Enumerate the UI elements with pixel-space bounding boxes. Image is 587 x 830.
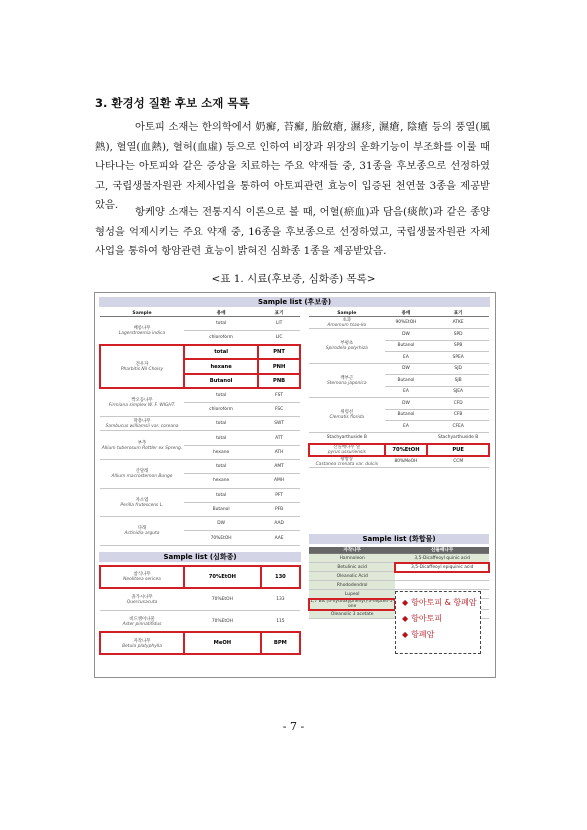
code-cell: CFEA bbox=[427, 421, 489, 433]
sample-name: 자작나무 bbox=[133, 638, 151, 644]
table-row bbox=[309, 456, 489, 468]
solvent-cell: 70%EtOH bbox=[184, 588, 261, 610]
sample-latin: Betula platyphylla bbox=[122, 643, 162, 649]
code-cell: PFT bbox=[258, 488, 300, 502]
table-row bbox=[309, 432, 489, 444]
code-cell: SPEA bbox=[427, 352, 489, 364]
solvent-cell: chloroform bbox=[184, 402, 258, 416]
solvent-cell: hexane bbox=[184, 474, 258, 488]
sample-name: 참식나무 bbox=[133, 572, 151, 578]
sample-latin: Actinidia arguta bbox=[124, 531, 160, 537]
legend-item: ◆ 항아토피 & 항폐암 bbox=[402, 598, 477, 607]
table-row bbox=[100, 459, 300, 473]
legend-item: ◆ 항아토피 bbox=[402, 614, 443, 623]
sample-cell bbox=[100, 459, 184, 488]
solvent-cell: 70%EtOH bbox=[184, 566, 261, 588]
solvent-cell bbox=[385, 432, 428, 444]
code-cell: FST bbox=[258, 388, 300, 402]
solvent-cell: total bbox=[184, 431, 258, 445]
sample-latin: Sambucus williamsii var. coreana bbox=[105, 424, 179, 430]
table-row bbox=[309, 363, 489, 375]
solvent-cell: DW bbox=[385, 329, 428, 341]
sample-latin: Quercusacuta bbox=[126, 599, 158, 605]
solvent-cell: total bbox=[184, 317, 258, 331]
sample-name: 짝오동나무 bbox=[131, 397, 153, 403]
code-cell: 133 bbox=[261, 588, 300, 610]
table-row bbox=[309, 444, 489, 456]
solvent-cell: EA bbox=[385, 352, 428, 364]
solvent-cell: total bbox=[184, 417, 258, 431]
sample-cell bbox=[100, 317, 184, 346]
table-row bbox=[309, 317, 489, 329]
sample-latin: Amomum tsao-ko bbox=[327, 323, 367, 328]
sample-cell bbox=[309, 363, 385, 398]
solvent-cell: EA bbox=[385, 421, 428, 433]
code-cell: 115 bbox=[261, 610, 300, 632]
compound-row bbox=[309, 554, 489, 563]
sample-cell bbox=[100, 488, 184, 517]
compound-cell: Hamnoleon bbox=[309, 554, 395, 563]
code-cell: Stachyarthuside B bbox=[427, 432, 489, 444]
table-row bbox=[100, 431, 300, 445]
sample-latin: Perilla frutescens L. bbox=[120, 502, 164, 508]
code-cell: CFD bbox=[427, 398, 489, 410]
sample-name: 다래 bbox=[137, 526, 147, 532]
solvent-cell: DW bbox=[385, 363, 428, 375]
sample-cell bbox=[309, 444, 385, 456]
compound-title: Sample list (화합물) bbox=[309, 534, 489, 544]
sample-name: 산돌배나무 잎 bbox=[333, 445, 361, 450]
compound-cell: 3,5-Dicaffeoyl quinic acid bbox=[395, 554, 489, 563]
code-cell: BPM bbox=[261, 632, 300, 654]
activity-legend bbox=[395, 591, 481, 654]
solvent-cell: hexane bbox=[184, 359, 258, 373]
code-cell: ATT bbox=[258, 431, 300, 445]
solvent-cell: DW bbox=[184, 517, 258, 531]
bullet-icon: ◆ bbox=[402, 630, 409, 639]
solvent-cell: Butanol bbox=[385, 375, 428, 387]
sample-name: 졸가시나무 bbox=[131, 594, 153, 600]
sample-latin: Neolitsea sericea bbox=[123, 577, 161, 583]
code-cell: PFB bbox=[258, 502, 300, 516]
sample-latin: Stemona japonica bbox=[327, 380, 367, 386]
code-cell: ATKE bbox=[427, 317, 489, 329]
compound-cell: Betulinic acid bbox=[309, 563, 395, 572]
table-row bbox=[100, 488, 300, 502]
solvent-cell: total bbox=[184, 488, 258, 502]
sample-cell bbox=[309, 432, 385, 444]
compound-cell: Rhododendrol bbox=[309, 581, 395, 590]
solvent-cell: hexane bbox=[184, 445, 258, 459]
compound-cell: Lupeol bbox=[309, 590, 395, 599]
compound-row bbox=[309, 572, 489, 581]
sample-name: 배롱나무 bbox=[133, 326, 151, 332]
table-row bbox=[100, 345, 300, 359]
sample-cell bbox=[100, 388, 184, 417]
sample-cell bbox=[100, 566, 184, 588]
table-row bbox=[100, 588, 300, 610]
code-cell: SPD bbox=[427, 329, 489, 341]
deep-title: Sample list (심화종) bbox=[99, 552, 301, 562]
solvent-cell: Butanol bbox=[184, 374, 258, 388]
page-number: - 7 - bbox=[282, 720, 305, 733]
bullet-icon: ◆ bbox=[402, 598, 409, 607]
sample-name: 왕밤송 bbox=[340, 457, 354, 462]
table-row bbox=[100, 610, 300, 632]
solvent-cell: total bbox=[184, 459, 258, 473]
solvent-cell: Butanol bbox=[385, 409, 428, 421]
table-row bbox=[100, 566, 300, 588]
sample-cell bbox=[100, 588, 184, 610]
sample-cell bbox=[100, 517, 184, 546]
sample-name: 초과 bbox=[342, 318, 352, 323]
sample-cell bbox=[100, 345, 184, 388]
solvent-cell: total bbox=[184, 388, 258, 402]
code-cell: PNH bbox=[258, 359, 300, 373]
sample-name: 비드깽이나물 bbox=[129, 616, 155, 622]
table-row bbox=[100, 388, 300, 402]
code-cell: 130 bbox=[261, 566, 300, 588]
sample-name: 산달래 bbox=[135, 469, 149, 475]
solvent-cell: DW bbox=[385, 398, 428, 410]
code-cell: SJEA bbox=[427, 386, 489, 398]
code-cell: AAE bbox=[258, 531, 300, 545]
sample-cell bbox=[309, 398, 385, 433]
code-cell: AMH bbox=[258, 474, 300, 488]
code-cell: CCM bbox=[427, 456, 489, 468]
sample-latin: Allium tuberosum Rottler ex Spreng. bbox=[101, 445, 183, 451]
sample-cell bbox=[309, 456, 385, 468]
code-cell: LIC bbox=[258, 331, 300, 345]
paragraph-cancer: 항케양 소재는 전통지식 이론으로 볼 때, 어혈(瘀血)과 담음(痰飮)과 같은 종양 형성을 억제시키는 주요 약재 중, 16종을 후보종으로 선정하였고, 국립생물자원관 자체사업을 통하여 항암관련 효능이 밝혀진 심화종 1종을 제공받았음. bbox=[95, 206, 490, 257]
table-row bbox=[309, 398, 489, 410]
solvent-cell: 70%EtOH bbox=[385, 444, 428, 456]
solvent-cell: 70%EtOH bbox=[184, 610, 261, 632]
code-cell: PNT bbox=[258, 345, 300, 359]
sample-name: 부평초 bbox=[340, 341, 354, 347]
sample-name: 딱총나무 bbox=[133, 419, 151, 425]
table-caption: <표 1. 시료(후보종, 심화종) 목록> bbox=[211, 273, 376, 285]
sample-latin: Aster pinnatifidus bbox=[122, 621, 162, 627]
sample-name: 위령선 bbox=[340, 410, 354, 416]
solvent-cell: EA bbox=[385, 386, 428, 398]
compound-header: 산돌배나무 bbox=[395, 547, 489, 554]
code-cell: CFB bbox=[427, 409, 489, 421]
solvent-cell: 80%MeOH bbox=[385, 456, 428, 468]
compound-cell bbox=[395, 581, 489, 590]
sample-latin: Firmiana simplex W. F. WIGHT. bbox=[108, 402, 176, 408]
deep-sample-table bbox=[100, 566, 300, 655]
solvent-cell: chloroform bbox=[184, 331, 258, 345]
code-cell: SPB bbox=[427, 340, 489, 352]
compound-cell bbox=[395, 572, 489, 581]
table-row bbox=[100, 317, 300, 331]
code-cell: FSC bbox=[258, 402, 300, 416]
sample-name: 백부근 bbox=[340, 375, 354, 381]
sample-latin: Spirodela polyrhiza bbox=[325, 346, 368, 352]
code-cell: LIT bbox=[258, 317, 300, 331]
code-cell: AMT bbox=[258, 459, 300, 473]
code-cell: SJD bbox=[427, 363, 489, 375]
code-cell: PNB bbox=[258, 374, 300, 388]
table-row bbox=[309, 329, 489, 341]
solvent-cell: Butanol bbox=[184, 502, 258, 516]
table-row bbox=[100, 632, 300, 654]
compound-header: 자작나무 bbox=[309, 547, 395, 554]
paragraph-atopy: 아토피 소재는 한의학에서 奶癬, 苔癬, 胎斂瘡, 濕疹, 濕瘡, 陰瘡 등의 풍열(風熱), 혈열(血熱), 혈허(血虛) 등으로 인하여 비장과 위장의 운화기능이 부조화를 이룰 때 나타나는 아토피와 같은 증상을 치료하는 주요 약재들 중, 31종을 후보종으로 선정하였고, 국립생물자원관 자체사업을 통하여 아토피관련 효능이 입증된 천연물 3종을 제공받았음. bbox=[95, 121, 490, 211]
sample-latin: Allium macrostemon Bunge bbox=[111, 474, 173, 480]
table-row bbox=[100, 417, 300, 431]
solvent-cell: 70%EtOH bbox=[184, 531, 258, 545]
sample-cell bbox=[309, 329, 385, 364]
bullet-icon: ◆ bbox=[402, 614, 409, 623]
code-cell: PUE bbox=[427, 444, 489, 456]
code-cell: SJB bbox=[427, 375, 489, 387]
code-cell: ATH bbox=[258, 445, 300, 459]
sample-cell bbox=[309, 317, 385, 329]
sample-latin: Clematis florida bbox=[329, 415, 365, 421]
compound-row bbox=[309, 563, 489, 572]
compound-cell: 1,7 Bis [4-hydroxyphenyl]-3-hepten-5-one bbox=[310, 599, 395, 609]
sample-name: 견우자 bbox=[135, 362, 149, 368]
compound-cell: 3,5-Dicaffeoyl epiquinic acid bbox=[395, 563, 489, 572]
compound-cell: Oleanolic Acid bbox=[309, 572, 395, 581]
right-sample-table: Sample 용매 표기 초과 Amomum tsao-ko 90%EtOH ATKE 부평초 Spirodela polyrhiza DW SPD Butanol SPB EA SPEA 백부근 Stemona japonica DW SJD Butanol SJB EA SJEA 위령선 Clematis florida DW CFD Butanol CFB EA CFEA Stachyarthuside B Stachyarthuside B 산돌배나무 잎 pyrus ussuriensis 70%EtOH PUE 왕밤송 Castanea crenata var. dulcis 80%MeOH CCM bbox=[309, 310, 489, 468]
solvent-cell: total bbox=[184, 345, 258, 359]
code-cell: AAD bbox=[258, 517, 300, 531]
solvent-cell: 90%EtOH bbox=[385, 317, 428, 329]
candidates-title: Sample list (후보종) bbox=[99, 297, 490, 307]
section-heading: 3. 환경성 질환 후보 소재 목록 bbox=[95, 96, 250, 110]
sample-latin: Lagerstroemia indica bbox=[118, 331, 166, 337]
sample-name: 부추 bbox=[137, 440, 147, 446]
table-row bbox=[100, 517, 300, 531]
compound-row bbox=[309, 581, 489, 590]
sample-latin: Castanea crenata var. dulcis bbox=[315, 462, 378, 467]
solvent-cell: MeOH bbox=[184, 632, 261, 654]
sample-name: 자소엽 bbox=[135, 497, 149, 503]
sample-cell bbox=[100, 417, 184, 431]
left-sample-table: Sample 용매 표기 배롱나무 Lagerstroemia indica total LIT chloroform LIC 견우자 Pharbitis Nil Choisy total PNT hexane PNH Butanol PNB 짝오동나무 Firmiana simplex W. F. WIGHT. total FST chloroform FSC 딱총나무 Sambucus williamsii var. coreana total SWT 부추 Allium tuberosum Rottler ex Spreng. total ATT hexane ATH 산달래 Allium macrostemon Bunge total AMT hexane AMH 자소엽 Perilla frutescens L. total PFT Butanol PFB 다래 Actinidia arguta DW AAD 70%EtOH AAE bbox=[100, 310, 300, 546]
sample-latin: pyrus ussuriensis bbox=[327, 450, 366, 455]
sample-cell bbox=[100, 632, 184, 654]
sample-latin: Pharbitis Nil Choisy bbox=[120, 367, 164, 373]
legend-item: ◆ 항폐암 bbox=[402, 630, 435, 639]
solvent-cell: Butanol bbox=[385, 340, 428, 352]
sample-name: Stachyarthuside B bbox=[326, 435, 367, 441]
sample-cell bbox=[100, 431, 184, 460]
compound-cell: Oleanolic 3 acetate bbox=[309, 610, 395, 619]
code-cell: SWT bbox=[258, 417, 300, 431]
sample-cell bbox=[100, 610, 184, 632]
